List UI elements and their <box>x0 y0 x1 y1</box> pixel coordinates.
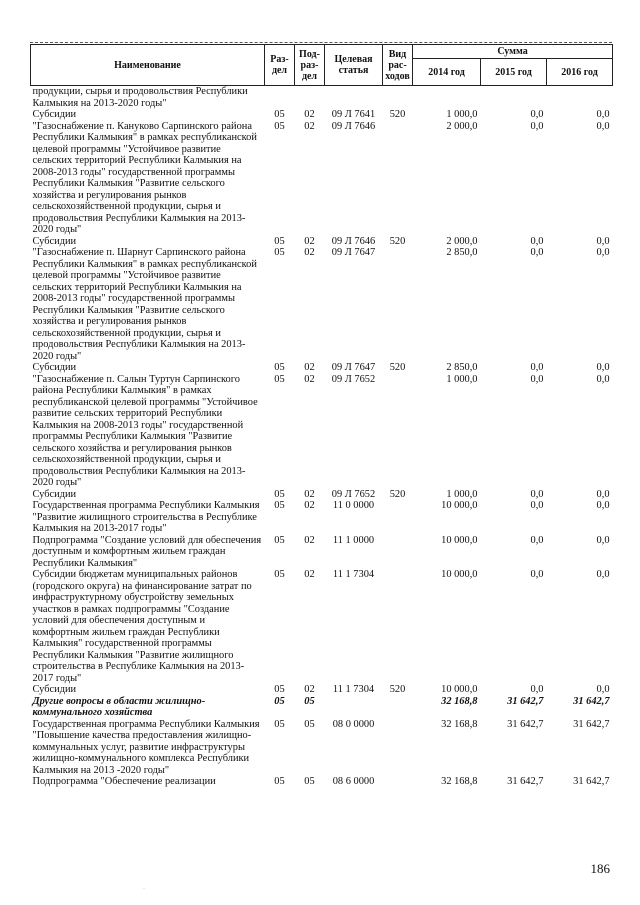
cell-celevaya: 09 Л 7652 <box>331 488 376 500</box>
cell-2016: 0,0 <box>596 684 610 695</box>
cell-podrazdel: 02 <box>304 362 315 373</box>
cell-celevaya <box>325 696 383 719</box>
cell-2014: 10 000,0 <box>441 534 478 546</box>
table-row <box>31 500 613 535</box>
cell-2015: 31 642,7 <box>507 776 544 787</box>
cell-2014: 1 000,0 <box>446 373 478 385</box>
cell-razdel: 05 <box>274 500 285 511</box>
cell-name: Субсидии <box>32 684 77 695</box>
cell-podrazdel: 02 <box>304 109 315 120</box>
table-row <box>31 684 613 696</box>
table-body <box>31 86 613 788</box>
cell-2014: 2 000,0 <box>446 235 478 247</box>
cell-vid: 520 <box>389 109 406 120</box>
cell-name: Субсидии <box>32 109 77 120</box>
cell-razdel: 05 <box>274 534 285 546</box>
cell-razdel: 05 <box>274 362 285 373</box>
cell-2014: 32 168,8 <box>441 695 478 707</box>
cell-vid <box>383 569 413 684</box>
cell-name: Государственная программа Республики Калмыкия "Повышение качества предоставления жилищно-коммунальных услуг, развитие инфраструктуры жилищно-коммунального комплекса Республики Калмыкия на 2013 -2020 годы" <box>32 718 260 776</box>
col-celevaya-header: Целевая статья <box>325 45 383 86</box>
cell-2016 <box>547 86 613 110</box>
cell-2016: 0,0 <box>596 362 610 373</box>
table-row <box>31 109 613 121</box>
table-header <box>31 45 613 86</box>
col-2015-header: 2015 год <box>481 59 547 86</box>
cell-celevaya: 08 0 0000 <box>332 718 375 730</box>
cell-name: "Газоснабжение п. Шарнут Сарпинского района Республики Калмыкия" в рамках республиканской целевой программы "Устойчивое развитие сельских территорий Республики Калмыкия на 2008-2013 годы" государственной программы Республики Калмыкия "Развитие сельского хозяйства и регулирования рынков сельскохозяйственной продукции, сырья и продовольствия Республики Калмыкия на 2013-2020 годы" <box>32 247 257 362</box>
cell-2015: 0,0 <box>530 569 544 580</box>
table-row <box>31 121 613 236</box>
cell-2016: 0,0 <box>596 373 610 385</box>
cell-razdel: 05 <box>274 684 285 695</box>
table-row <box>31 86 613 110</box>
col-razdel-header: Раз-дел <box>265 45 295 86</box>
cell-podrazdel: 02 <box>304 247 315 258</box>
cell-celevaya: 09 Л 7646 <box>331 235 376 247</box>
cell-2014 <box>413 86 481 110</box>
cell-celevaya: 11 0 0000 <box>332 500 375 511</box>
cell-2016: 0,0 <box>596 569 610 580</box>
cell-name: Субсидии <box>32 362 77 373</box>
table-row <box>31 569 613 684</box>
table-row <box>31 374 613 489</box>
cell-vid <box>383 86 413 110</box>
cell-podrazdel: 05 <box>304 718 315 730</box>
cell-2015 <box>481 86 547 110</box>
cell-2016: 0,0 <box>596 120 610 132</box>
cell-razdel: 05 <box>274 120 285 132</box>
cell-2014: 10 000,0 <box>441 684 478 695</box>
cell-vid: 520 <box>389 488 406 500</box>
cell-vid: 520 <box>389 235 406 247</box>
cell-razdel: 05 <box>274 109 285 120</box>
cell-podrazdel <box>295 86 325 110</box>
cell-2016: 0,0 <box>596 247 610 258</box>
cell-podrazdel: 02 <box>304 569 315 580</box>
cell-2015: 0,0 <box>530 120 544 132</box>
cell-2015: 0,0 <box>530 109 544 120</box>
cell-vid <box>383 121 413 236</box>
cell-celevaya <box>325 86 383 110</box>
cell-razdel: 05 <box>274 695 285 707</box>
cell-2016: 31 642,7 <box>573 695 610 707</box>
cell-2015: 0,0 <box>530 684 544 695</box>
table-row <box>31 247 613 362</box>
cell-celevaya: 09 Л 7647 <box>331 247 376 258</box>
cell-vid <box>383 776 413 788</box>
cell-vid <box>383 696 413 719</box>
cell-2015: 31 642,7 <box>507 718 544 730</box>
col-2014-header: 2014 год <box>413 59 481 86</box>
scan-dot: · <box>143 886 145 892</box>
cell-name: Подпрограмма "Создание условий для обеспечения доступным и комфортным жильем граждан Республики Калмыкия" <box>32 534 262 569</box>
cell-name: "Газоснабжение п. Салын Туртун Сарпинского района Республики Калмыкия" в рамках республиканской целевой программы "Устойчивое развитие сельских территорий Республики Калмыкия на 2008-2013 годы" государственной программы Республики Калмыкия "Развитие сельского хозяйства и регулирования рынков сельскохозяйственной продукции, сырья и продовольствия Республики Калмыкия на 2013-2020 годы" <box>32 373 258 488</box>
cell-2014: 1 000,0 <box>446 109 478 120</box>
cell-name: Субсидии <box>32 235 77 247</box>
budget-table <box>30 44 613 788</box>
top-dashed-line <box>30 42 612 43</box>
table-row <box>31 362 613 374</box>
cell-celevaya: 09 Л 7647 <box>331 362 376 373</box>
cell-podrazdel: 02 <box>304 500 315 511</box>
cell-vid <box>383 374 413 489</box>
cell-podrazdel: 02 <box>304 488 315 500</box>
cell-2014: 10 000,0 <box>441 500 478 511</box>
cell-2016: 31 642,7 <box>573 718 610 730</box>
col-2016-header: 2016 год <box>547 59 613 86</box>
cell-razdel <box>265 86 295 110</box>
cell-celevaya: 11 1 7304 <box>332 569 375 580</box>
cell-celevaya: 09 Л 7652 <box>331 373 376 385</box>
cell-2016: 0,0 <box>596 488 610 500</box>
cell-podrazdel: 02 <box>304 120 315 132</box>
cell-name: Подпрограмма "Обеспечение реализации <box>32 776 216 787</box>
budget-table-container <box>30 44 612 788</box>
cell-podrazdel: 05 <box>304 776 315 787</box>
cell-2014: 32 168,8 <box>441 776 478 787</box>
cell-celevaya: 08 6 0000 <box>332 776 375 787</box>
cell-razdel: 05 <box>274 718 285 730</box>
cell-razdel: 05 <box>274 373 285 385</box>
cell-2014: 32 168,8 <box>441 718 478 730</box>
col-vid-header: Вид рас-ходов <box>383 45 413 86</box>
cell-2014: 2 850,0 <box>446 247 478 258</box>
cell-name: "Газоснабжение п. Кануково Сарпинского района Республики Калмыкия" в рамках республиканской целевой программы "Устойчивое развитие сельских территорий Республики Калмыкия на 2008-2013 годы" государственной программы Республики Калмыкия "Развитие сельского хозяйства и регулирования рынков сельскохозяйственной продукции, сырья и продовольствия Республики Калмыкия на 2013-2020 годы" <box>32 120 257 235</box>
cell-razdel: 05 <box>274 569 285 580</box>
cell-2016: 31 642,7 <box>573 776 610 787</box>
cell-razdel: 05 <box>274 776 285 787</box>
table-row <box>31 719 613 777</box>
cell-2014: 2 000,0 <box>446 120 478 132</box>
cell-vid: 520 <box>389 362 406 373</box>
cell-podrazdel: 02 <box>304 235 315 247</box>
cell-name: продукции, сырья и продовольствия Республики Калмыкия на 2013-2020 годы" <box>32 86 248 109</box>
cell-vid <box>383 500 413 535</box>
cell-razdel: 05 <box>274 247 285 258</box>
cell-vid <box>383 247 413 362</box>
cell-podrazdel: 02 <box>304 373 315 385</box>
cell-razdel: 05 <box>274 235 285 247</box>
cell-podrazdel: 02 <box>304 534 315 546</box>
cell-2016: 0,0 <box>596 235 610 247</box>
cell-2015: 0,0 <box>530 235 544 247</box>
cell-2014: 10 000,0 <box>441 569 478 580</box>
cell-celevaya: 11 1 0000 <box>332 534 375 546</box>
col-podrazdel-header: Под-раз-дел <box>295 45 325 86</box>
col-name-header: Наименование <box>31 45 265 86</box>
table-row <box>31 696 613 719</box>
cell-vid: 520 <box>389 684 406 695</box>
cell-razdel: 05 <box>274 488 285 500</box>
cell-name: Другие вопросы в области жилищно-коммунального хозяйства <box>32 695 206 718</box>
cell-name: Субсидии <box>32 488 77 500</box>
cell-2015: 0,0 <box>530 362 544 373</box>
cell-celevaya: 11 1 7304 <box>332 684 375 695</box>
col-summa-header: Сумма <box>413 45 613 59</box>
table-row <box>31 489 613 501</box>
cell-2016: 0,0 <box>596 534 610 546</box>
table-row <box>31 236 613 248</box>
table-row <box>31 535 613 570</box>
cell-2015: 0,0 <box>530 500 544 511</box>
cell-2016: 0,0 <box>596 109 610 120</box>
cell-name: Субсидии бюджетам муниципальных районов (городского округа) на финансирование затрат по инфраструктурному обустройству земельных участков в рамках подпрограммы "Создание условий для обеспечения доступным и комфортным жильем граждан Республики Калмыкия" государственной программы Республики Калмыкия "Развитие жилищного строительства в Республике Калмыкия на 2013-2017 годы" <box>32 569 252 684</box>
cell-vid <box>383 535 413 570</box>
cell-2014: 1 000,0 <box>446 488 478 500</box>
cell-podrazdel: 02 <box>304 684 315 695</box>
cell-2016: 0,0 <box>596 500 610 511</box>
table-row <box>31 776 613 788</box>
cell-2015: 0,0 <box>530 488 544 500</box>
cell-celevaya: 09 Л 7646 <box>331 120 376 132</box>
page-number: 186 <box>590 861 610 876</box>
cell-celevaya: 09 Л 7641 <box>331 109 376 120</box>
cell-2015: 0,0 <box>530 373 544 385</box>
cell-2015: 31 642,7 <box>507 695 544 707</box>
cell-podrazdel: 05 <box>304 695 315 707</box>
cell-2015: 0,0 <box>530 247 544 258</box>
cell-vid <box>383 719 413 777</box>
cell-2014: 2 850,0 <box>446 362 478 373</box>
cell-2015: 0,0 <box>530 534 544 546</box>
cell-name: Государственная программа Республики Калмыкия "Развитие жилищного строительства в Республике Калмыкия на 2013-2017 годы" <box>32 500 260 534</box>
